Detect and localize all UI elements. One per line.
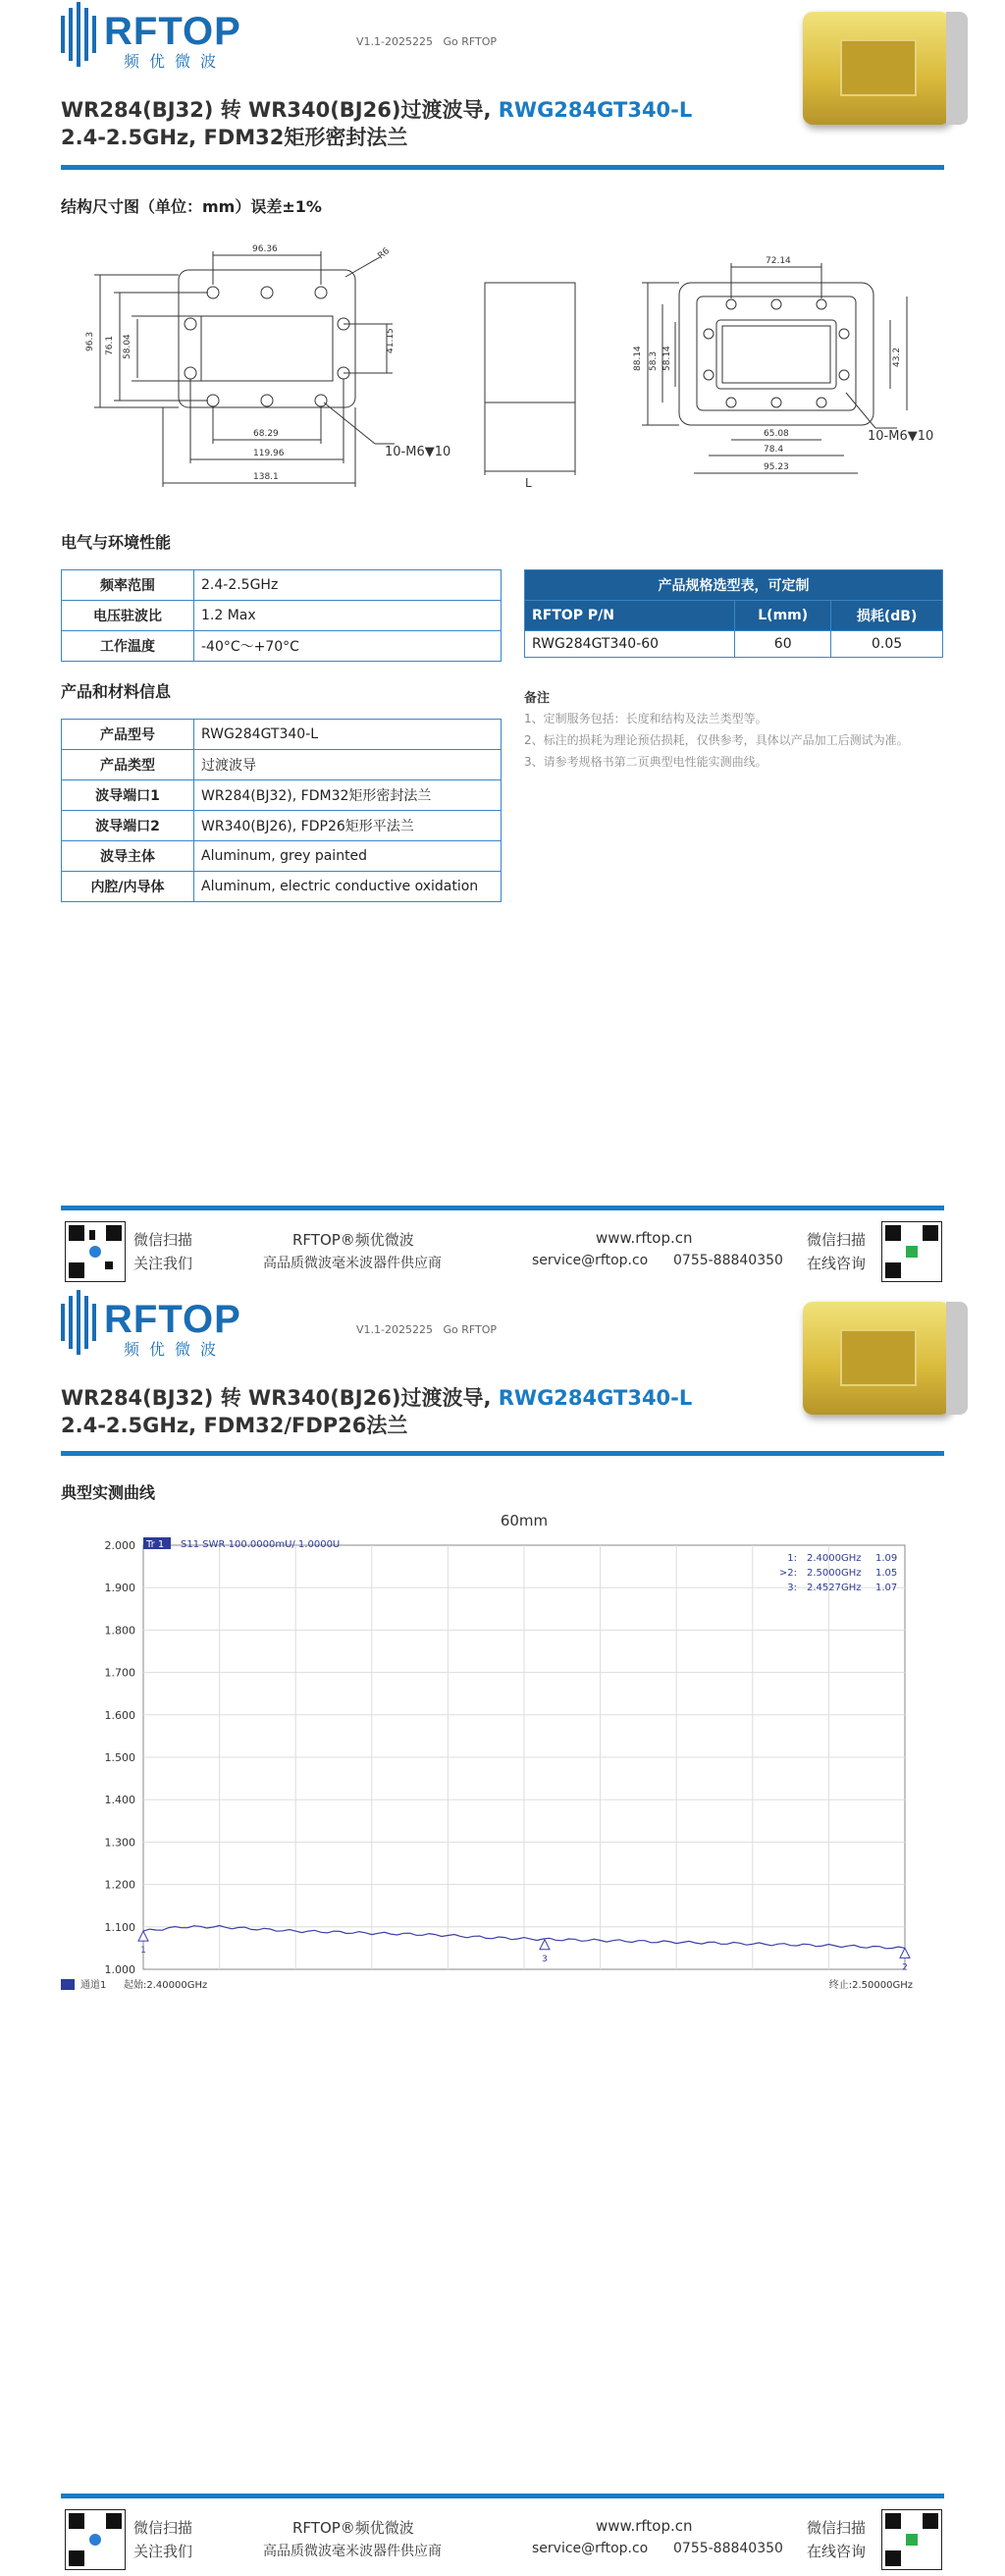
selection-title: 产品规格选型表，可定制: [525, 570, 943, 601]
table-row: 频率范围 2.4-2.5GHz: [62, 570, 502, 601]
table-row: RWG284GT340-60 60 0.05: [525, 631, 943, 658]
dim-d1: 96.36: [252, 244, 278, 254]
qr-code-icon: [881, 2509, 942, 2570]
table-row: 电压驻波比 1.2 Max: [62, 601, 502, 631]
logo-text: RFTOP: [104, 10, 241, 53]
logo-subtext: 频优微波: [124, 52, 227, 71]
table-row: 波导端口2 WR340(BJ26), FDP26矩形平法兰: [62, 811, 502, 841]
dim-d4: 58.04: [123, 334, 132, 359]
marker-id: 3:: [787, 1583, 797, 1593]
dim-e5: 43.2: [892, 347, 902, 367]
brand-label: RFTOP®频优微波: [292, 1231, 414, 1249]
follow-us-label: 关注我们: [133, 2543, 193, 2560]
header-divider: [61, 165, 944, 170]
dim-e4: 58.14: [662, 346, 672, 371]
header-divider: [61, 1451, 944, 1456]
follow-us-label: 关注我们: [133, 1255, 193, 1272]
table-row: 波导主体 Aluminum, grey painted: [62, 841, 502, 872]
logo-text: RFTOP: [104, 1298, 241, 1341]
note-item: 3、请参考规格书第二页典型电性能实测曲线。: [524, 755, 767, 769]
website-link[interactable]: www.rftop.cn: [596, 2517, 693, 2535]
dim-e7: 78.4: [764, 445, 784, 455]
qr-code-icon: [65, 1221, 126, 1282]
dim-d8: 138.1: [253, 472, 279, 482]
product-image: [803, 12, 950, 125]
y-tick-label: 1.100: [104, 1920, 135, 1934]
version-text: V1.1-2025225 Go RFTOP: [356, 1323, 498, 1336]
logo-subtext: 频优微波: [124, 1340, 227, 1359]
section-dims-title: 结构尺寸图（单位：mm）误差±1%: [61, 197, 322, 216]
dim-e8: 95.23: [764, 462, 789, 472]
x-stop-label: 终止:2.50000GHz: [828, 1980, 913, 1991]
x-start-label: 起始:2.40000GHz: [124, 1980, 208, 1991]
table-row: 产品型号 RWG284GT340-L: [62, 720, 502, 750]
marker-freq: 2.4000GHz: [807, 1553, 862, 1564]
chart-title: 60mm: [500, 1512, 549, 1530]
footer: [61, 2505, 944, 2574]
holes-callout-2: 10-M6▼10: [868, 429, 934, 444]
page-subtitle: 2.4-2.5GHz, FDM32矩形密封法兰: [61, 126, 408, 149]
y-tick-label: 1.500: [104, 1751, 135, 1764]
marker-label: 3: [542, 1954, 548, 1964]
dim-e2: 88.14: [633, 346, 643, 371]
dimension-drawing: [61, 226, 944, 510]
y-tick-label: 1.300: [104, 1836, 135, 1850]
logo: [61, 2, 277, 71]
part-number: RWG284GT340-L: [498, 98, 693, 122]
dim-d2: 96.3: [85, 331, 95, 351]
marker-freq: 2.5000GHz: [807, 1568, 862, 1579]
dim-d3: 76.1: [105, 335, 115, 355]
y-tick-label: 1.600: [104, 1708, 135, 1722]
footer-divider: [61, 1206, 944, 1210]
footer: [61, 1217, 944, 1286]
channel-label: 通道1: [80, 1980, 107, 1991]
go-rftop-link[interactable]: Go RFTOP: [443, 1323, 498, 1336]
note-item: 2、标注的损耗为理论预估损耗，仅供参考，具体以产品加工后测试为准。: [524, 733, 909, 747]
dim-d7: 119.96: [253, 449, 285, 458]
trace-label: S11 SWR 100.0000mU/ 1.0000U: [181, 1539, 341, 1550]
page-title: WR284(BJ32) 转 WR340(BJ26)过渡波导, RWG284GT340-L: [61, 98, 693, 122]
logo-mark: [61, 1290, 100, 1355]
footer-divider: [61, 2494, 944, 2498]
marker-value: 1.09: [875, 1553, 898, 1564]
length-label: L: [525, 476, 532, 490]
y-tick-label: 1.900: [104, 1582, 135, 1595]
version-text: V1.1-2025225 Go RFTOP: [356, 35, 498, 48]
logo-mark: [61, 2, 100, 67]
y-tick-label: 1.000: [104, 1963, 135, 1976]
y-tick-label: 1.400: [104, 1794, 135, 1807]
website-link[interactable]: www.rftop.cn: [596, 1229, 693, 1247]
y-tick-label: 2.000: [104, 1539, 135, 1552]
y-tick-label: 1.200: [104, 1878, 135, 1892]
table-row: 产品类型 过渡波导: [62, 750, 502, 780]
section-elec-title: 电气与环境性能: [61, 533, 172, 552]
part-number: RWG284GT340-L: [498, 1386, 693, 1410]
dim-d9: R6: [376, 245, 393, 262]
note-item: 1、定制服务包括：长度和结构及法兰类型等。: [524, 712, 767, 725]
dim-d5: 41.15: [386, 328, 396, 353]
material-table: [61, 719, 502, 902]
online-consult-label: 在线咨询: [807, 1255, 867, 1272]
slogan: 高品质微波毫米波器件供应商: [263, 2544, 442, 2559]
notes-title: 备注: [524, 691, 551, 706]
dim-d6: 68.29: [253, 429, 279, 439]
marker-label: 1: [140, 1946, 146, 1957]
elec-table: [61, 569, 502, 662]
marker-label: 2: [902, 1962, 908, 1973]
trace-tag: Tr 1: [146, 1539, 165, 1550]
marker-id: >2:: [778, 1568, 797, 1579]
slogan: 高品质微波毫米波器件供应商: [263, 1256, 442, 1271]
logo: [61, 1290, 277, 1359]
holes-callout: 10-M6▼10: [385, 445, 451, 459]
marker-freq: 2.4527GHz: [807, 1583, 862, 1593]
section-mat-title: 产品和材料信息: [61, 682, 172, 701]
email-link[interactable]: service@rftop.co: [532, 2541, 649, 2556]
dim-e3: 58.3: [649, 350, 659, 371]
table-row: 波导端口1 WR284(BJ32), FDM32矩形密封法兰: [62, 780, 502, 811]
page-title: WR284(BJ32) 转 WR340(BJ26)过渡波导, RWG284GT340-L: [61, 1386, 693, 1410]
dim-e6: 65.08: [764, 429, 789, 439]
channel-box: [61, 1979, 75, 1990]
online-consult-label: 在线咨询: [807, 2543, 867, 2560]
phone-number: 0755-88840350: [673, 1253, 783, 1268]
product-image: [803, 1302, 950, 1415]
phone-number: 0755-88840350: [673, 2541, 783, 2556]
section-curve-title: 典型实测曲线: [61, 1483, 156, 1502]
wechat-scan-label: 微信扫描: [133, 1231, 193, 1249]
notes: [524, 687, 946, 773]
y-tick-label: 1.700: [104, 1666, 135, 1680]
marker-value: 1.05: [875, 1568, 898, 1579]
selection-table: 产品规格选型表，可定制 RFTOP P/N L(mm) 损耗(dB) RWG284GT340-60 60 0.05: [524, 569, 943, 658]
qr-code-icon: [65, 2509, 126, 2570]
email-link[interactable]: service@rftop.co: [532, 1253, 649, 1268]
table-row: 内腔/内导体 Aluminum, electric conductive oxidation: [62, 872, 502, 902]
dim-e1: 72.14: [766, 256, 791, 266]
brand-label: RFTOP®频优微波: [292, 2519, 414, 2537]
marker-value: 1.07: [875, 1583, 898, 1593]
wechat-scan-label-2: 微信扫描: [807, 2519, 867, 2537]
go-rftop-link[interactable]: Go RFTOP: [443, 35, 498, 48]
wechat-scan-label: 微信扫描: [133, 2519, 193, 2537]
wechat-scan-label-2: 微信扫描: [807, 1231, 867, 1249]
table-row: 工作温度 -40°C～+70°C: [62, 631, 502, 662]
qr-code-icon: [881, 1221, 942, 1282]
page-subtitle: 2.4-2.5GHz, FDM32/FDP26法兰: [61, 1414, 408, 1437]
swr-chart: [61, 1512, 944, 2003]
marker-id: 1:: [787, 1553, 797, 1564]
y-tick-label: 1.800: [104, 1624, 135, 1637]
